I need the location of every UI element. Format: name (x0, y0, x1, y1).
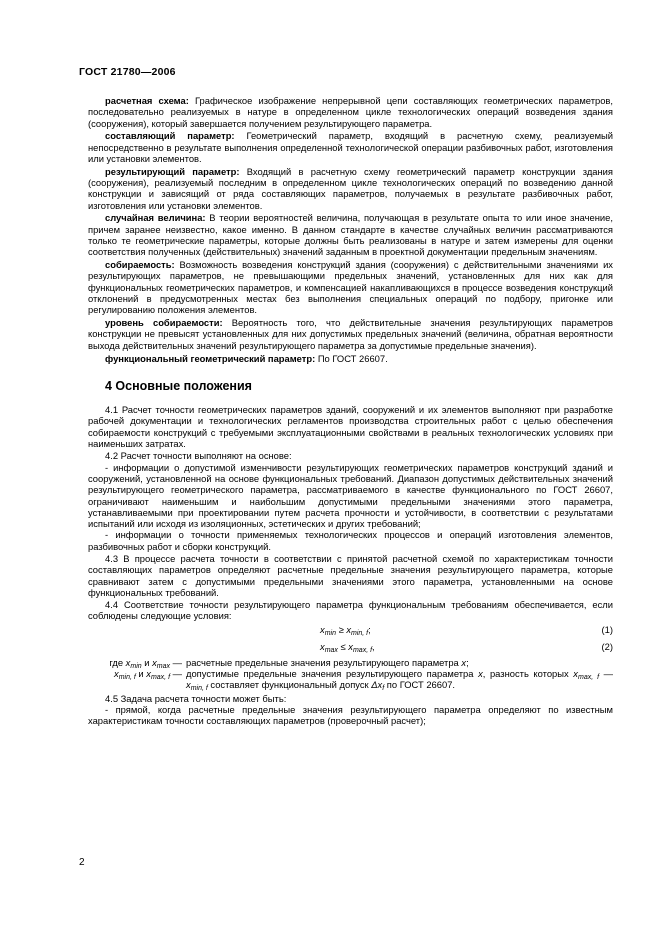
definition-assembly-level (88, 317, 613, 351)
formula-sub: min, f (351, 629, 369, 637)
term: результирующий параметр: (105, 165, 240, 177)
where-text: ; (466, 656, 469, 668)
definition-text: Вероятность того, что действительные значения результирующих параметров конструкции не превысят установленных для них допустимых предельных значений (величина, обратная вероятности выхода действительных значений результирующего параметра за допустимые предельные значения). (88, 317, 613, 351)
where-text: и (141, 656, 153, 668)
definition-functional-param (88, 353, 613, 364)
where-text: и (135, 668, 147, 680)
document-header: ГОСТ 21780—2006 (79, 66, 176, 78)
where-var: x (573, 668, 578, 680)
where-text: — (599, 668, 614, 680)
definition-assemblability (88, 259, 613, 315)
where-var: x (125, 656, 131, 668)
document-body (88, 95, 613, 727)
formula-var: x (348, 640, 353, 652)
formula-expression (320, 641, 375, 652)
formula-op: ≤ (337, 640, 349, 652)
definition-text: Графическое изображение непрерывной цепи составляющих геометрических параметров, последовательно реализуемых в натуре в определенном цикле технологических операций возведения здания (сооружения), который завершается получением результирующего параметра. (88, 95, 613, 129)
paragraph-4-5-item-1: - прямой, когда расчетные предельные значения результирующего параметра определяют по известным характеристикам точности составляющих параметров (проверочный расчет); (88, 703, 613, 727)
formula-expression (320, 624, 371, 635)
formula-end: ; (368, 623, 371, 635)
where-var: x (152, 656, 157, 668)
where-sub: f (382, 685, 385, 693)
term: составляющий параметр: (105, 130, 235, 142)
where-text: , разность которых (482, 668, 574, 680)
paragraph-4-2-item-2: - информации о точности применяемых технологических процессов и операций изготовления элементов, разбивочных работ и сборки конструкций. (88, 529, 613, 552)
definition-calc-scheme (88, 95, 613, 129)
where-label-1 (88, 657, 186, 668)
where-var: x (186, 679, 191, 691)
paragraph-4-5: 4.5 Задача расчета точности может быть: (105, 692, 287, 704)
formula-sub: min (324, 629, 336, 637)
definition-resulting-param (88, 166, 613, 211)
definition-text: Геометрический параметр, входящий в расчетную схему, реализуемый непосредственно в результате выполнения определенной технологической операции разбивочных работ, изготовления или установки элементов. (88, 130, 614, 164)
definition-component-param (88, 130, 613, 164)
page-number: 2 (79, 857, 85, 868)
term: функциональный геометрический параметр: (105, 352, 316, 364)
where-sub: min, f (190, 685, 208, 693)
formula-var: x (346, 623, 352, 635)
where-legend (88, 657, 613, 691)
formula-sub: max (324, 646, 338, 654)
formula-sub: max, f (352, 646, 373, 654)
definition-text: Возможность возведения конструкций здания (сооружения) с действительными значениями их результирующих параметров, не превышающими предельных значений, установленных для них как для функциональных геометрических параметров, и компенсацией накапливающихся в процессе возведения конструкций отклонений в предусмотренных местах без выполнения специальных операций по подбору, пригонке или регулированию положения элементов. (88, 259, 613, 316)
formula-number: (1) (601, 623, 613, 635)
formula-1 (88, 622, 613, 639)
definition-text: По ГОСТ 26607. (315, 352, 388, 364)
term: расчетная схема: (105, 95, 189, 106)
where-var: x (461, 656, 467, 668)
where-text: допустимые предельные значения результирующего параметра (186, 668, 479, 680)
where-var: x (146, 668, 151, 680)
where-label-2 (88, 668, 186, 691)
where-text: расчетные предельные значения результирующего параметра (186, 656, 462, 668)
where-var: x (114, 668, 119, 680)
formula-end: , (372, 640, 375, 652)
formula-var: x (320, 623, 325, 635)
term: случайная величина: (105, 212, 206, 224)
definition-random-value (88, 212, 613, 257)
term: уровень собираемости: (105, 317, 223, 329)
definition-text: В теории вероятностей величина, получающая в результате опыта то или иное значение, причем заранее неизвестно, какое именно. В данном стандарте в качестве случайных величин рассматриваются только те геометрические параметры, которые должны быть реализованы в натуре и затем измерены для оценки соответствия полученных (действительных) значений заданным в проектной документации предельным значениям. (88, 212, 613, 258)
where-sub: max (156, 662, 171, 670)
paragraph-4-3: 4.3 В процессе расчета точности в соответствии с принятой расчетной схемой по характеристикам точности составляющих параметров определяют расчетные предельные значения результирующего параметра, которые сравнивают затем с допустимыми предельными значениями этого параметра, установленными на основе функциональных требований. (88, 552, 613, 598)
where-text: где (109, 656, 126, 668)
where-sub: max, f (577, 674, 600, 682)
paragraph-4-4: 4.4 Соответствие точности результирующего параметра функциональным требованиям обеспечивается, если соблюдены следующие условия: (88, 599, 613, 622)
paragraph-4-2: 4.2 Расчет точности выполняют на основе: (105, 450, 292, 462)
section-heading: 4 Основные положения (105, 378, 252, 393)
where-sub: max, f (150, 674, 171, 682)
where-text: по ГОСТ 26607. (384, 679, 456, 691)
formula-op: ≥ (335, 623, 347, 635)
where-desc-2 (186, 668, 613, 691)
paragraph-4-2-item-1: - информации о допустимой изменчивости результирующих геометрических параметров конструкций зданий и сооружений, установленной на основе функциональных требований. Диапазон допустимых действительных значений результирующего геометрического параметра, рассматриваемого в качестве функционального по ГОСТ 26607, ограничивают наименьшим и наибольшим допустимыми предельными значениями этого параметра, устанавливаемыми при проектировании путем расчета прочности и устойчивости, в соответствии с результатами испытаний или исходя из изоляционных, эстетических и других требований; (88, 461, 613, 530)
where-dash: — (170, 656, 182, 668)
where-dash: — (170, 668, 182, 680)
where-var: x (478, 668, 483, 680)
where-var: Δx (371, 679, 383, 691)
where-text: составляет функциональный допуск (207, 679, 372, 691)
term: собираемость: (105, 259, 175, 271)
formula-var: x (320, 640, 325, 652)
formula-number: (2) (601, 640, 613, 652)
paragraph-4-1: 4.1 Расчет точности геометрических параметров зданий, сооружений и их элементов выполняют при разработке рабочей документации и технологических регламентов производства строительных работ с целью обеспечения собираемости конструкций с требуемыми эксплуатационными свойствами в реальных технологических условиях при наименьших затратах. (88, 404, 613, 450)
formula-2 (88, 639, 613, 656)
where-desc-1 (186, 657, 613, 668)
where-sub: min (130, 662, 142, 670)
definition-text: Входящий в расчетную схему геометрический параметр конструкции здания (сооружения), реализуемый последним в определенном цикле технологических операций по возведению данной конструкции и зависящий от ряда составляющих параметров, получаемых в результате разбивочных работ, изготовления или установки элементов. (88, 165, 613, 211)
where-sub: min, f (118, 674, 136, 682)
